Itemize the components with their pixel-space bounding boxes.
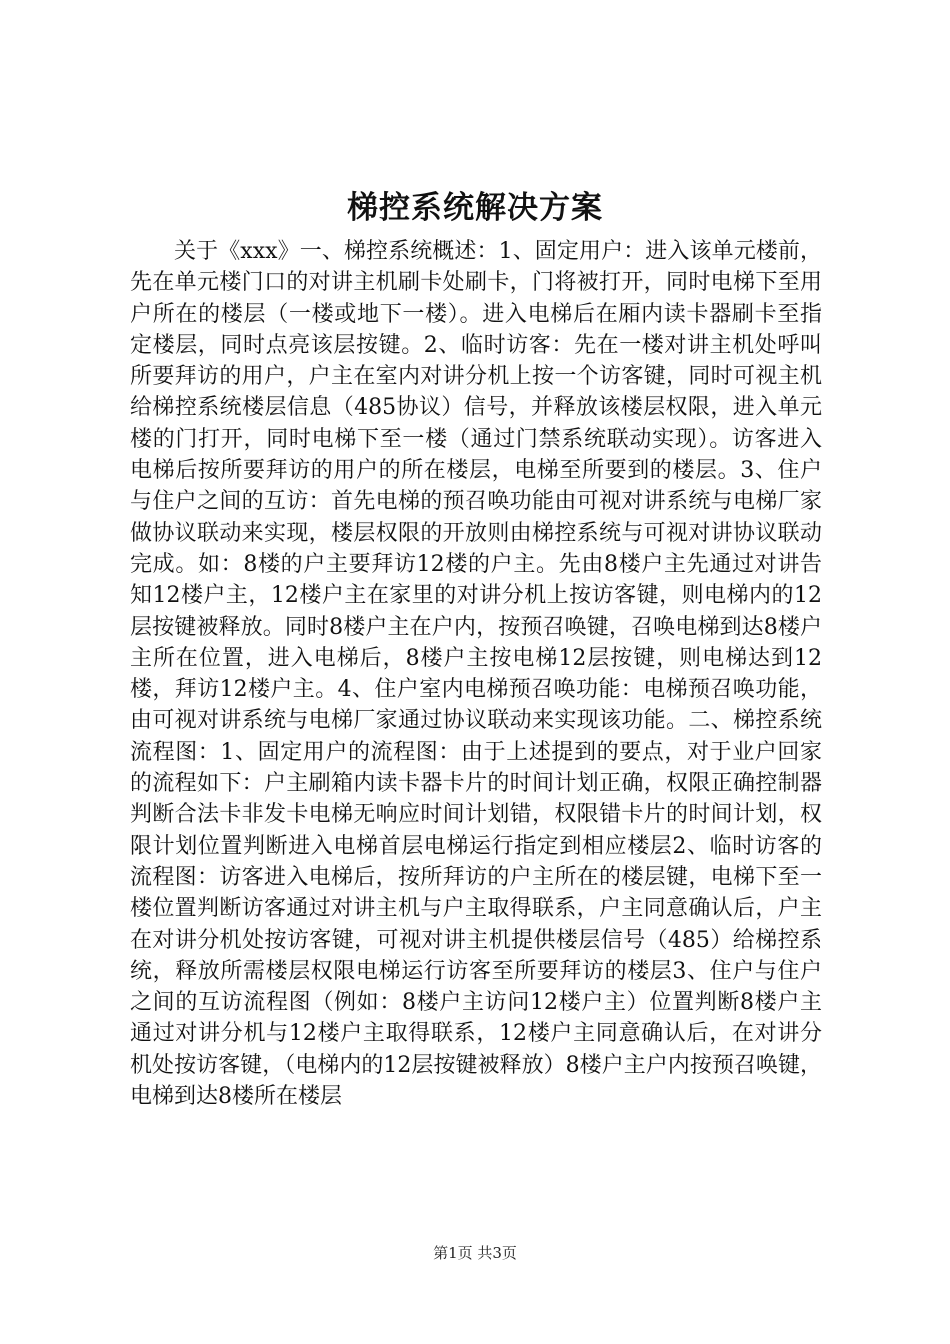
document-title: 梯控系统解决方案	[347, 190, 603, 226]
page-number-footer: 第1页 共3页	[433, 1244, 517, 1262]
document-body: 关于《xxx》一、梯控系统概述：1、固定用户：进入该单元楼前，先在单元楼门口的对讲主机刷卡处刷卡，门将被打开，同时电梯下至用户所在的楼层（一楼或地下一楼）。进入电梯后在厢内读卡器刷卡至指定楼层，同时点亮该层按键。2、临时访客：先在一楼对讲主机处呼叫所要拜访的用户，户主在室内对讲分机上按一个访客键，同时可视主机给梯控系统楼层信息（485协议）信号，并释放该楼层权限，进入单元楼的门打开，同时电梯下至一楼（通过门禁系统联动实现）。访客进入电梯后按所要拜访的用户的所在楼层，电梯至所要到的楼层。3、住户与住户之间的互访：首先电梯的预召唤功能由可视对讲系统与电梯厂家做协议联动来实现，楼层权限的开放则由梯控系统与可视对讲协议联动完成。如：8楼的户主要拜访12楼的户主。先由8楼户主先通过对讲告知12楼户主，12楼户主在家里的对讲分机上按访客键，则电梯内的12层按键被释放。同时8楼户主在户内，按预召唤键，召唤电梯到达8楼户主所在位置，进入电梯后，8楼户主按电梯12层按键，则电梯达到12楼，拜访12楼户主。4、住户室内电梯预召唤功能：电梯预召唤功能，由可视对讲系统与电梯厂家通过协议联动来实现该功能。二、梯控系统流程图：1、固定用户的流程图：由于上述提到的要点，对于业户回家的流程如下：户主刷箱内读卡器卡片的时间计划正确，权限正确控制器判断合法卡非发卡电梯无响应时间计划错，权限错卡片的时间计划，权限计划位置判断进入电梯首层电梯运行指定到相应楼层2、临时访客的流程图：访客进入电梯后，按所拜访的户主所在的楼层键，电梯下至一楼位置判断访客通过对讲主机与户主取得联系，户主同意确认后，户主在对讲分机处按访客键，可视对讲主机提供楼层信号（485）给梯控系统，释放所需楼层权限电梯运行访客至所要拜访的楼层3、住户与住户之间的互访流程图（例如：8楼户主访问12楼户主）位置判断8楼户主通过对讲分机与12楼户主取得联系，12楼户主同意确认后，在对讲分机处按访客键，（电梯内的12层按键被释放）8楼户主户内按预召唤键，电梯到达8楼所在楼层	[130, 239, 822, 1110]
